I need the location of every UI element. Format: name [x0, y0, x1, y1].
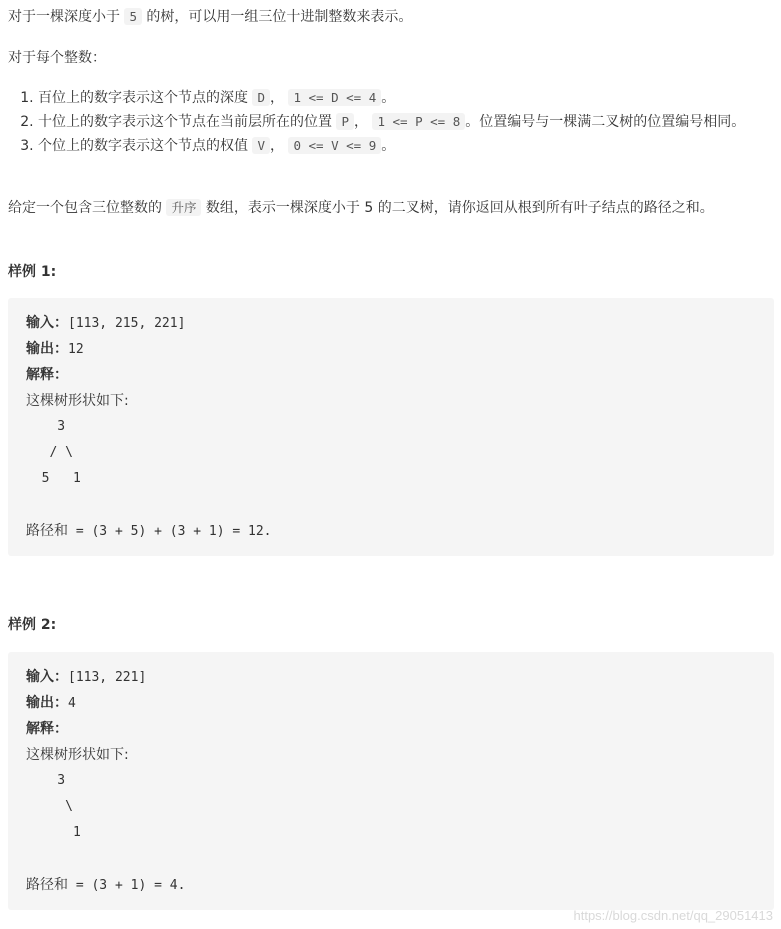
input-label: 输入： — [26, 669, 68, 685]
tree-line: 3 — [26, 773, 66, 788]
intro-paragraph — [8, 6, 412, 28]
input-line — [26, 310, 756, 336]
intro-text-end: 的树，可以用一组三位十进制整数来表示。 — [141, 9, 413, 25]
shape-line: 这棵树形状如下: — [26, 393, 129, 409]
input-value: [113, 215, 221] — [68, 316, 186, 331]
tree-line: \ — [26, 799, 73, 814]
inline-code: 0 <= V <= 9 — [288, 137, 381, 154]
list-item-end: 。 — [381, 90, 396, 106]
intro-text: 对于一棵深度小于 — [8, 9, 125, 25]
sum-label: 路径和 — [26, 877, 68, 893]
input-label: 输入： — [26, 315, 68, 331]
explain-label: 解释： — [26, 367, 68, 383]
list-item-sep: ， — [269, 90, 284, 106]
list-item-text: 十位上的数字表示这个节点在当前层所在的位置 — [38, 114, 337, 130]
task-text-end: 数组，表示一棵深度小于 5 的二叉树，请你返回从根到所有叶子结点的路径之和。 — [201, 200, 714, 216]
explain-line — [26, 716, 756, 742]
sum-line — [26, 872, 756, 898]
digit-rules-list — [8, 86, 776, 158]
list-item-text: 百位上的数字表示这个节点的深度 — [38, 90, 253, 106]
list-item-end: 。 — [381, 138, 396, 154]
input-value: [113, 221] — [68, 670, 147, 685]
list-item-text: 个位上的数字表示这个节点的权值 — [38, 138, 253, 154]
inline-code: V — [252, 137, 270, 154]
example1-code-block — [8, 298, 774, 556]
tree-line: 5 1 — [26, 471, 81, 486]
output-value: 4 — [68, 696, 76, 711]
output-label: 输出： — [26, 341, 68, 357]
inline-code: D — [252, 89, 270, 106]
blank-line — [26, 846, 756, 872]
output-label: 输出： — [26, 695, 68, 711]
example2-code-block — [8, 652, 774, 910]
task-paragraph — [8, 196, 773, 220]
blank-line — [26, 492, 756, 518]
list-item — [38, 110, 776, 134]
list-item — [38, 134, 776, 158]
per-integer-heading: 对于每个整数： — [8, 50, 106, 66]
output-line — [26, 336, 756, 362]
inline-code: P — [336, 113, 354, 130]
inline-code: 1 <= D <= 4 — [288, 89, 381, 106]
list-item-end: 。位置编号与一棵满二叉树的位置编号相同。 — [465, 114, 746, 130]
shape-line: 这棵树形状如下: — [26, 747, 129, 763]
list-item — [38, 86, 776, 110]
sum-line — [26, 518, 756, 544]
explain-label: 解释： — [26, 721, 68, 737]
tree-line: 1 — [26, 825, 81, 840]
explain-line — [26, 362, 756, 388]
output-value: 12 — [68, 342, 84, 357]
tree-line: / \ — [26, 445, 73, 460]
task-text: 给定一个包含三位整数的 — [8, 200, 167, 216]
inline-code: 1 <= P <= 8 — [372, 113, 465, 130]
list-item-sep: ， — [269, 138, 284, 154]
list-item-sep: ， — [353, 114, 368, 130]
ascending-code: 升序 — [166, 199, 201, 216]
sum-label: 路径和 — [26, 523, 68, 539]
output-line — [26, 690, 756, 716]
watermark: https://blog.csdn.net/qq_29051413 — [573, 908, 773, 923]
input-line — [26, 664, 756, 690]
depth-limit-code: 5 — [124, 8, 142, 25]
tree-line: 3 — [26, 419, 66, 434]
example2-title: 样例 2: — [8, 617, 57, 633]
example1-title: 样例 1: — [8, 264, 57, 280]
sum-value: = (3 + 5) + (3 + 1) = 12. — [68, 524, 272, 539]
sum-value: = (3 + 1) = 4. — [68, 878, 186, 893]
